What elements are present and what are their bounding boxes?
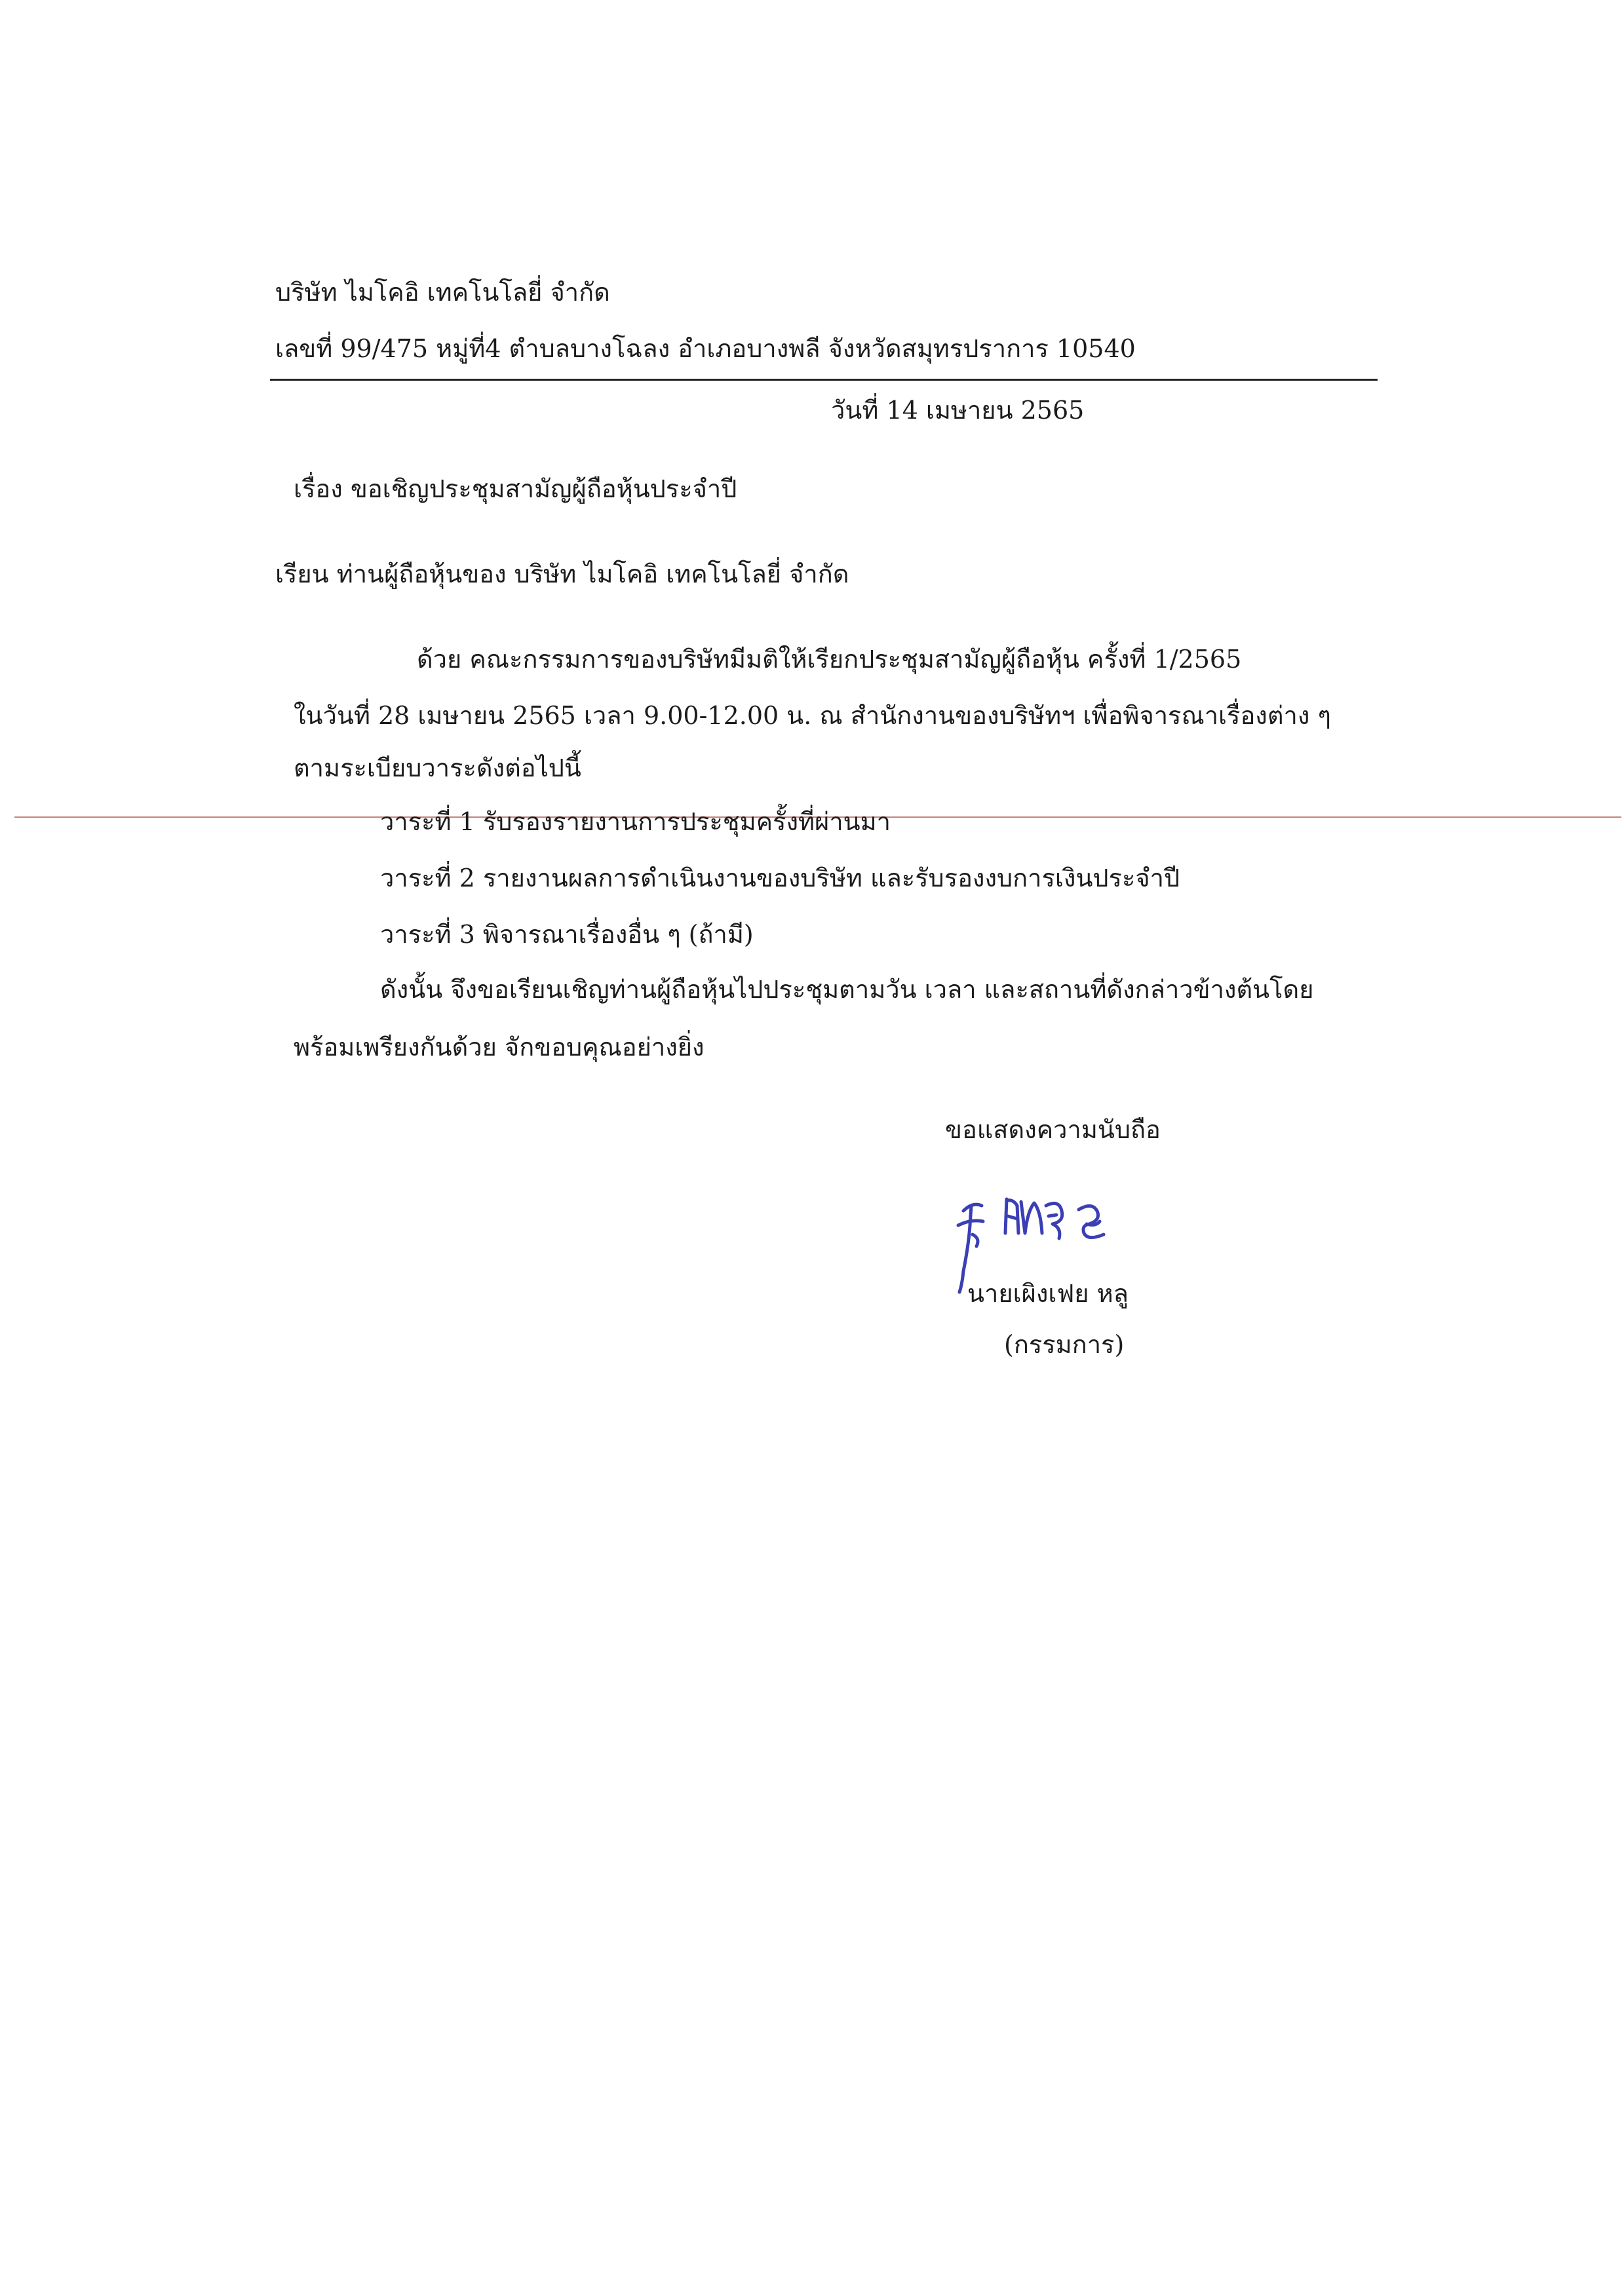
- letter-subject: เรื่อง ขอเชิญประชุมสามัญผู้ถือหุ้นประจำปี: [294, 474, 737, 503]
- company-name: บริษัท ไมโคอิ เทคโนโลยี่ จำกัด: [275, 278, 610, 307]
- regards-text: ขอแสดงความนับถือ: [945, 1115, 1161, 1144]
- closing-line-2: พร้อมเพรียงกันด้วย จักขอบคุณอย่างยิ่ง: [294, 1033, 705, 1062]
- agenda-item-3: วาระที่ 3 พิจารณาเรื่องอื่น ๆ (ถ้ามี): [380, 920, 754, 949]
- body-line-1: ด้วย คณะกรรมการของบริษัทมีมติให้เรียกประชุมสามัญผู้ถือหุ้น ครั้งที่ 1/2565: [417, 645, 1242, 674]
- agenda-item-1: วาระที่ 1 รับรองรายงานการประชุมครั้งที่ผ่านมา: [380, 807, 891, 836]
- closing-line-1: ดังนั้น จึงขอเรียนเชิญท่านผู้ถือหุ้นไปประชุมตามวัน เวลา และสถานที่ดังกล่าวข้างต้นโดย: [380, 975, 1314, 1004]
- agenda-item-2: วาระที่ 2 รายงานผลการดำเนินงานของบริษัท และรับรองงบการเงินประจำปี: [380, 864, 1180, 892]
- letter-date: วันที่ 14 เมษายน 2565: [831, 396, 1085, 425]
- header-divider: [270, 379, 1378, 381]
- company-address: เลขที่ 99/475 หมู่ที่4 ตำบลบางโฉลง อำเภอบางพลี จังหวัดสมุทรปราการ 10540: [275, 334, 1136, 363]
- body-line-2: ในวันที่ 28 เมษายน 2565 เวลา 9.00-12.00 น. ณ สำนักงานของบริษัทฯ เพื่อพิจารณาเรื่องต่าง ๆ: [294, 701, 1331, 730]
- signatory-name: นายเผิงเฟย หลู: [967, 1279, 1129, 1308]
- body-line-3: ตามระเบียบวาระดังต่อไปนี้: [294, 754, 581, 782]
- signatory-title: (กรรมการ): [1004, 1330, 1125, 1359]
- letter-salutation: เรียน ท่านผู้ถือหุ้นของ บริษัท ไมโคอิ เทคโนโลยี่ จำกัด: [275, 560, 849, 588]
